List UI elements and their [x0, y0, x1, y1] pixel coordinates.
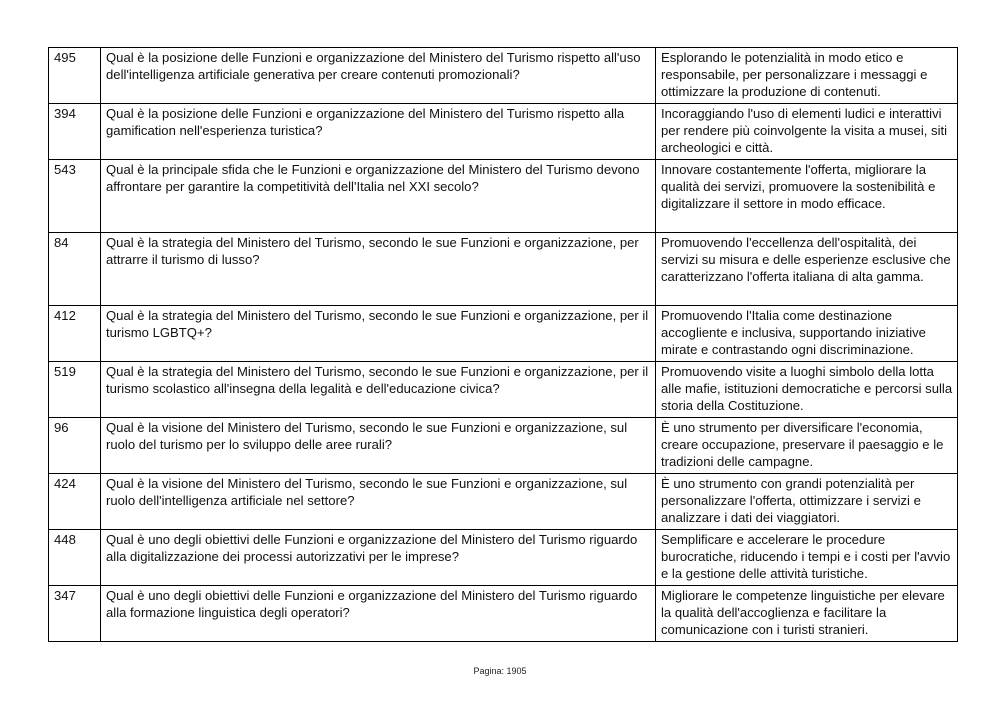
- table-row: [49, 104, 958, 160]
- row-question: Qual è uno degli obiettivi delle Funzioni e organizzazione del Ministero del Turismo riguardo alla digitalizzazione dei processi autorizzativi per le imprese?: [101, 530, 656, 586]
- row-question: Qual è la visione del Ministero del Turismo, secondo le sue Funzioni e organizzazione, sul ruolo dell'intelligenza artificiale nel settore?: [101, 474, 656, 530]
- table-row: [49, 362, 958, 418]
- row-question: Qual è la strategia del Ministero del Turismo, secondo le sue Funzioni e organizzazione, per il turismo scolastico all'insegna della legalità e dell'educazione civica?: [101, 362, 656, 418]
- row-question: Qual è la strategia del Ministero del Turismo, secondo le sue Funzioni e organizzazione, per attrarre il turismo di lusso?: [101, 233, 656, 306]
- row-id: 448: [49, 530, 101, 586]
- row-id: 495: [49, 48, 101, 104]
- row-id: 519: [49, 362, 101, 418]
- row-answer: Esplorando le potenzialità in modo etico e responsabile, per personalizzare i messaggi e ottimizzare la produzione di contenuti.: [656, 48, 958, 104]
- table-row: [49, 48, 958, 104]
- row-question: Qual è la posizione delle Funzioni e organizzazione del Ministero del Turismo rispetto all'uso dell'intelligenza artificiale generativa per creare contenuti promozionali?: [101, 48, 656, 104]
- row-answer: Promuovendo l'eccellenza dell'ospitalità, dei servizi su misura e delle esperienze esclusive che caratterizzano l'offerta italiana di alta gamma.: [656, 233, 958, 306]
- table-row: [49, 418, 958, 474]
- row-answer: Promuovendo visite a luoghi simbolo della lotta alle mafie, istituzioni democratiche e percorsi sulla storia della Costituzione.: [656, 362, 958, 418]
- row-id: 84: [49, 233, 101, 306]
- row-answer: Semplificare e accelerare le procedure burocratiche, riducendo i tempi e i costi per l'avvio e la gestione delle attività turistiche.: [656, 530, 958, 586]
- table-row: [49, 586, 958, 642]
- row-question: Qual è la visione del Ministero del Turismo, secondo le sue Funzioni e organizzazione, sul ruolo del turismo per lo sviluppo delle aree rurali?: [101, 418, 656, 474]
- row-question: Qual è la principale sfida che le Funzioni e organizzazione del Ministero del Turismo devono affrontare per garantire la competitività dell'Italia nel XXI secolo?: [101, 160, 656, 233]
- qa-table: [48, 47, 958, 642]
- row-answer: Migliorare le competenze linguistiche per elevare la qualità dell'accoglienza e facilitare la comunicazione con i turisti stranieri.: [656, 586, 958, 642]
- row-id: 394: [49, 104, 101, 160]
- row-answer: Incoraggiando l'uso di elementi ludici e interattivi per rendere più coinvolgente la visita a musei, siti archeologici e città.: [656, 104, 958, 160]
- row-id: 412: [49, 306, 101, 362]
- row-answer: È uno strumento con grandi potenzialità per personalizzare l'offerta, ottimizzare i servizi e analizzare i dati dei viaggiatori.: [656, 474, 958, 530]
- row-question: Qual è la strategia del Ministero del Turismo, secondo le sue Funzioni e organizzazione, per il turismo LGBTQ+?: [101, 306, 656, 362]
- table-row: [49, 160, 958, 233]
- row-id: 347: [49, 586, 101, 642]
- table-row: [49, 474, 958, 530]
- row-id: 543: [49, 160, 101, 233]
- row-question: Qual è uno degli obiettivi delle Funzioni e organizzazione del Ministero del Turismo riguardo alla formazione linguistica degli operatori?: [101, 586, 656, 642]
- table-row: [49, 530, 958, 586]
- row-id: 424: [49, 474, 101, 530]
- row-answer: È uno strumento per diversificare l'economia, creare occupazione, preservare il paesaggio e le tradizioni delle campagne.: [656, 418, 958, 474]
- table-row: [49, 233, 958, 306]
- page-number: Pagina: 1905: [473, 666, 527, 676]
- row-question: Qual è la posizione delle Funzioni e organizzazione del Ministero del Turismo rispetto alla gamification nell'esperienza turistica?: [101, 104, 656, 160]
- row-answer: Innovare costantemente l'offerta, migliorare la qualità dei servizi, promuovere la sostenibilità e digitalizzare il settore in modo efficace.: [656, 160, 958, 233]
- row-answer: Promuovendo l'Italia come destinazione accogliente e inclusiva, supportando iniziative mirate e contrastando ogni discriminazione.: [656, 306, 958, 362]
- table-row: [49, 306, 958, 362]
- row-id: 96: [49, 418, 101, 474]
